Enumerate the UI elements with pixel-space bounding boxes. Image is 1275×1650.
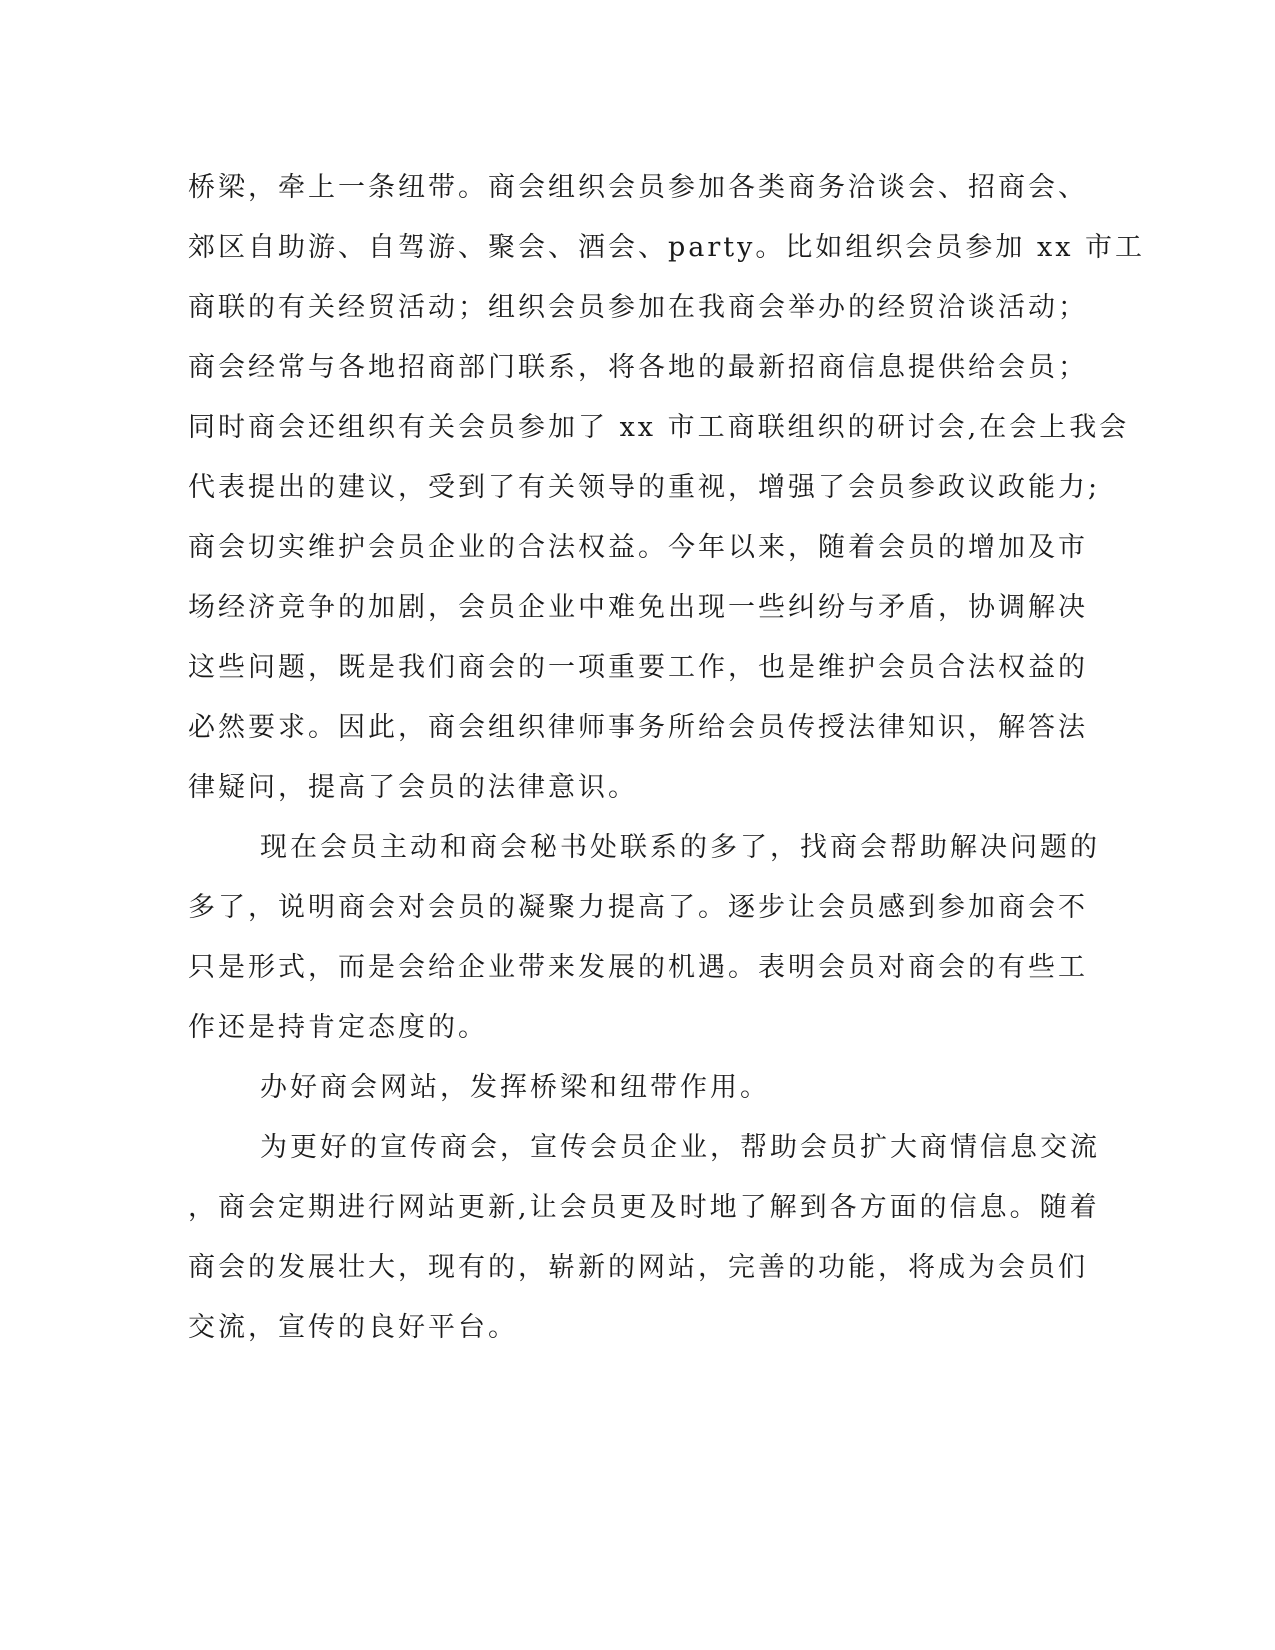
paragraph-line: 商会经常与各地招商部门联系，将各地的最新招商信息提供给会员；: [188, 352, 1088, 383]
paragraph-line: 只是形式，而是会给企业带来发展的机遇。表明会员对商会的有些工: [188, 952, 1088, 983]
paragraph-line: 为更好的宣传商会，宣传会员企业，帮助会员扩大商情信息交流: [260, 1132, 1100, 1163]
paragraph-3: [188, 1058, 1068, 1118]
paragraph-line: 作还是持肯定态度的。: [188, 1012, 488, 1043]
paragraph-line: 郊区自助游、自驾游、聚会、酒会、party。比如组织会员参加 xx 市工: [188, 232, 1146, 263]
paragraph-line: 多了，说明商会对会员的凝聚力提高了。逐步让会员感到参加商会不: [188, 892, 1088, 923]
paragraph-line: 必然要求。因此，商会组织律师事务所给会员传授法律知识，解答法: [188, 712, 1088, 743]
paragraph-line: 这些问题，既是我们商会的一项重要工作，也是维护会员合法权益的: [188, 652, 1088, 683]
paragraph-line: 桥梁，牵上一条纽带。商会组织会员参加各类商务洽谈会、招商会、: [188, 172, 1088, 203]
paragraph-line: ，商会定期进行网站更新,让会员更及时地了解到各方面的信息。随着: [188, 1192, 1100, 1223]
document-body: [188, 158, 1146, 1358]
paragraph-1: [188, 158, 1146, 818]
paragraph-line: 律疑问，提高了会员的法律意识。: [188, 772, 638, 803]
paragraph-line: 商会切实维护会员企业的合法权益。今年以来，随着会员的增加及市: [188, 532, 1088, 563]
paragraph-4: [188, 1118, 1100, 1358]
paragraph-line: 同时商会还组织有关会员参加了 xx 市工商联组织的研讨会,在会上我会: [188, 412, 1130, 443]
paragraph-line: 商会的发展壮大，现有的，崭新的网站，完善的功能，将成为会员们: [188, 1252, 1088, 1283]
paragraph-line: 现在会员主动和商会秘书处联系的多了，找商会帮助解决问题的: [260, 832, 1100, 863]
paragraph-2: [188, 818, 1100, 1058]
paragraph-line: 商联的有关经贸活动；组织会员参加在我商会举办的经贸洽谈活动；: [188, 292, 1088, 323]
paragraph-line: 代表提出的建议，受到了有关领导的重视，增强了会员参政议政能力;: [188, 472, 1101, 503]
paragraph-line: 交流，宣传的良好平台。: [188, 1312, 518, 1343]
paragraph-line: 办好商会网站，发挥桥梁和纽带作用。: [260, 1072, 770, 1103]
paragraph-line: 场经济竞争的加剧，会员企业中难免出现一些纠纷与矛盾，协调解决: [188, 592, 1088, 623]
